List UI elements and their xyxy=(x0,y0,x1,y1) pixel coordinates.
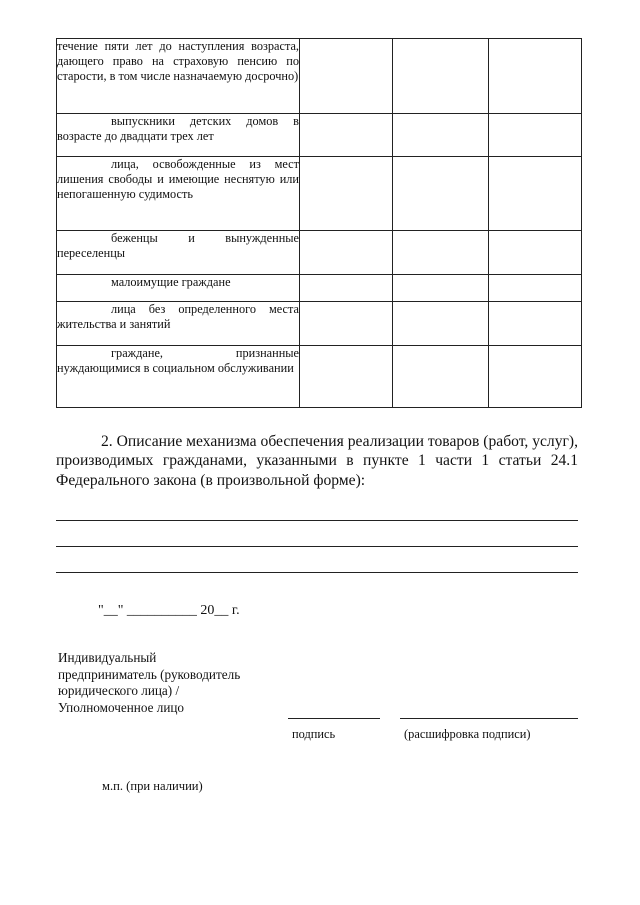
table-cell[interactable] xyxy=(489,157,582,231)
signer-line: Уполномоченное лицо xyxy=(58,699,185,715)
signer-block xyxy=(58,650,288,716)
row-label-text: беженцы и вынужденные переселенцы xyxy=(57,231,299,261)
table-cell[interactable] xyxy=(489,302,582,346)
table-cell[interactable] xyxy=(393,157,489,231)
row-label-text: выпускники детских домов в возрасте до двадцати трех лет xyxy=(57,114,299,144)
table-cell[interactable] xyxy=(300,114,393,157)
row-label xyxy=(57,39,300,114)
row-label-text: течение пяти лет до наступления возраста, дающего право на страховую пенсию по старости, в том числе назначаемую досрочно) xyxy=(57,39,299,84)
table-row xyxy=(57,302,582,346)
table-cell[interactable] xyxy=(489,275,582,302)
table-cell[interactable] xyxy=(489,114,582,157)
table-cell[interactable] xyxy=(300,39,393,114)
table-cell[interactable] xyxy=(300,302,393,346)
signer-line: Индивидуальный xyxy=(58,650,157,665)
table-row xyxy=(57,114,582,157)
table-cell[interactable] xyxy=(300,157,393,231)
signature-caption: подпись xyxy=(292,727,336,741)
table-cell[interactable] xyxy=(393,39,489,114)
row-label xyxy=(57,231,300,275)
row-label xyxy=(57,302,300,346)
table-cell[interactable] xyxy=(300,275,393,302)
table-cell[interactable] xyxy=(300,346,393,408)
answer-line-2[interactable] xyxy=(56,546,578,547)
row-label-text: граждане, признанные нуждающимися в социальном обслуживании xyxy=(57,346,299,376)
table-row xyxy=(57,346,582,408)
signer-line: предприниматель (руководитель xyxy=(58,666,241,682)
signature-decode-caption: (расшифровка подписи) xyxy=(404,727,531,741)
answer-line-3[interactable] xyxy=(56,572,578,573)
table-row xyxy=(57,157,582,231)
signature-decode-line[interactable] xyxy=(400,718,578,719)
answer-line-1[interactable] xyxy=(56,520,578,521)
row-label xyxy=(57,114,300,157)
table-row xyxy=(57,39,582,114)
table-cell[interactable] xyxy=(489,39,582,114)
row-label-text: малоимущие граждане xyxy=(111,275,231,289)
table-cell[interactable] xyxy=(393,231,489,275)
row-label xyxy=(57,346,300,408)
stamp-note: м.п. (при наличии) xyxy=(102,779,203,793)
categories-table xyxy=(56,38,582,408)
row-label-text: лица, освобожденные из мест лишения свободы и имеющие неснятую или непогашенную судимость xyxy=(57,157,299,202)
table-row xyxy=(57,231,582,275)
table-cell[interactable] xyxy=(393,275,489,302)
table-cell[interactable] xyxy=(489,231,582,275)
table-row xyxy=(57,275,582,302)
table-cell[interactable] xyxy=(489,346,582,408)
section-2-paragraph: 2. Описание механизма обеспечения реализации товаров (работ, услуг), производимых гражданами, указанными в пункте 1 части 1 статьи 24.1 Федерального закона (в произвольной форме): xyxy=(56,433,578,489)
row-label xyxy=(57,157,300,231)
signature-line[interactable] xyxy=(288,718,380,719)
table-cell[interactable] xyxy=(393,346,489,408)
table-cell[interactable] xyxy=(393,302,489,346)
row-label-text: лица без определенного места жительства и занятий xyxy=(57,302,299,332)
table-cell[interactable] xyxy=(300,231,393,275)
signer-line: юридического лица) / xyxy=(58,683,180,699)
table-cell[interactable] xyxy=(393,114,489,157)
row-label xyxy=(57,275,300,302)
date-field[interactable]: "__" __________ 20__ г. xyxy=(98,603,240,618)
